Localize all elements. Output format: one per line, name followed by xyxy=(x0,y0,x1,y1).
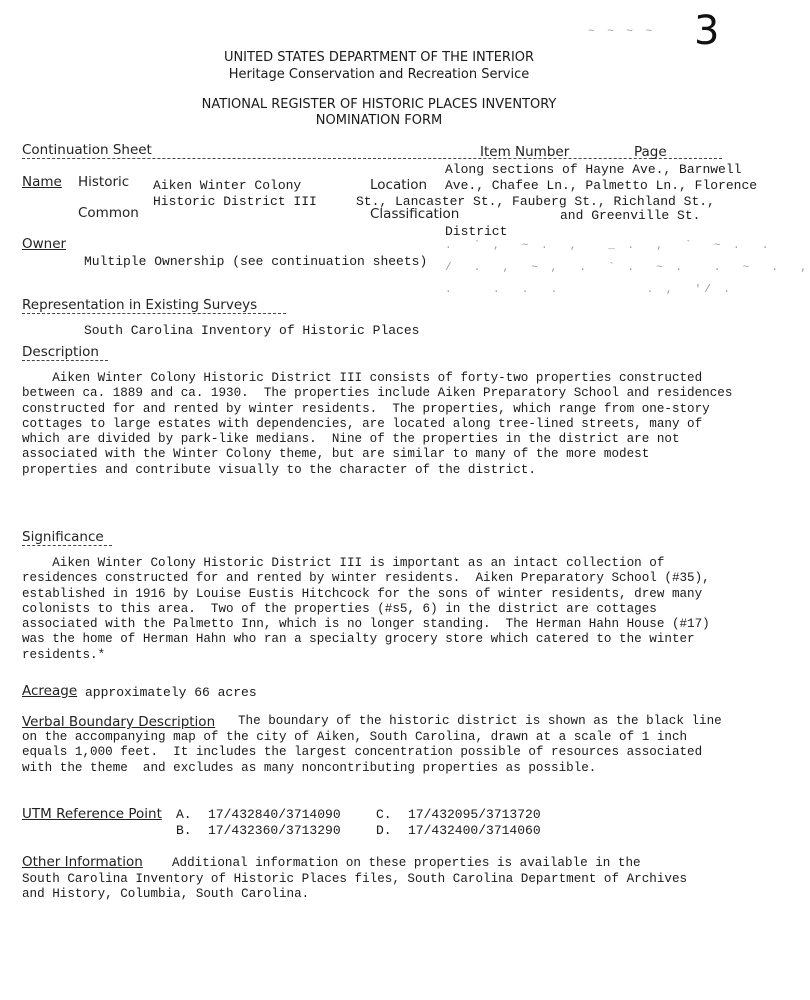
utm-label: UTM Reference Point xyxy=(22,806,162,822)
description-rule xyxy=(22,360,108,361)
other-info-line-1: Additional information on these properties is available in the xyxy=(172,856,641,870)
historic-name-line2: Historic District III xyxy=(153,194,317,209)
boundary-line: on the accompanying map of the city of Aiken, South Carolina, drawn at a scale of 1 inch xyxy=(22,730,688,744)
faded-text-3: . . . . . , '/ . xyxy=(445,284,734,296)
continuation-sheet-label: Continuation Sheet xyxy=(22,142,152,158)
significance-line: residents.* xyxy=(22,647,106,662)
description-line: constructed for and rented by winter residents. The properties, which range from one-story xyxy=(22,401,710,416)
utm-b-label: B. xyxy=(176,823,192,838)
acreage-value: approximately 66 acres xyxy=(85,685,257,700)
utm-c-label: C. xyxy=(376,807,392,822)
boundary-text xyxy=(22,730,742,776)
other-info-text xyxy=(22,872,742,903)
description-text xyxy=(22,371,742,478)
description-line: cottages to large estates with dependencies, are located along tree-lined streets, many of xyxy=(22,416,703,431)
historic-label: Historic xyxy=(78,174,130,190)
owner-label: Owner xyxy=(22,236,67,252)
significance-label: Significance xyxy=(22,529,104,545)
representation-rule xyxy=(22,313,286,314)
page-number: 3 xyxy=(694,8,720,54)
form-title: NATIONAL REGISTER OF HISTORIC PLACES INVENTORY xyxy=(201,97,557,112)
district-label: District xyxy=(445,224,508,239)
significance-text xyxy=(22,556,742,663)
description-line: which are divided by park-like medians. Nine of the properties in the district are not xyxy=(22,432,680,447)
utm-d-label: D. xyxy=(376,823,392,838)
page-label: Page xyxy=(634,144,667,160)
faded-text-2: / . , ~ , . ` . ~ . . ~ . , xyxy=(445,262,810,274)
boundary-line: equals 1,000 feet. It includes the largest concentration possible of resources associated xyxy=(22,745,703,760)
item-number-label: Item Number xyxy=(480,144,570,160)
significance-line: was the home of Herman Hahn who ran a specialty grocery store which catered to the winter xyxy=(22,632,695,647)
name-label: Name xyxy=(22,174,62,190)
acreage-label: Acreage xyxy=(22,683,78,699)
classification-label: Classification xyxy=(370,206,460,222)
common-label: Common xyxy=(78,205,139,221)
other-info-line: and History, Columbia, South Carolina. xyxy=(22,887,310,902)
significance-line: residences constructed for and rented by winter residents. Aiken Preparatory School (#35), xyxy=(22,571,710,586)
significance-line: established in 1916 by Louise Eustis Hitchcock for the sons of winter residents, drew many xyxy=(22,586,703,601)
significance-rule xyxy=(22,545,112,546)
description-line: Aiken Winter Colony Historic District III consists of forty-two properties constructed xyxy=(22,371,703,385)
corner-mark: ~ ~ ~ ~ xyxy=(588,26,656,38)
location-line-1: Along sections of Hayne Ave., Barnwell xyxy=(445,162,742,177)
form-subtitle: NOMINATION FORM xyxy=(315,113,443,128)
utm-a-value: 17/432840/3714090 xyxy=(208,807,341,822)
service-heading: Heritage Conservation and Recreation Service xyxy=(228,67,530,82)
utm-c-value: 17/432095/3713720 xyxy=(408,807,541,822)
description-line: between ca. 1889 and ca. 1930. The properties include Aiken Preparatory School and residences xyxy=(22,386,733,401)
location-line-3: St., Lancaster St., Fauberg St., Richland St., xyxy=(356,194,715,209)
location-line-2: Ave., Chafee Ln., Palmetto Ln., Florence xyxy=(445,178,758,193)
verbal-boundary-label: Verbal Boundary Description xyxy=(22,714,216,730)
significance-line: associated with the Palmetto Inn, which is no longer standing. The Herman Hahn House (#17) xyxy=(22,617,710,632)
boundary-line-1: The boundary of the historic district is shown as the black line xyxy=(238,714,722,728)
continuation-rule xyxy=(22,158,722,159)
owner-text: Multiple Ownership (see continuation sheets) xyxy=(84,254,428,269)
representation-text: South Carolina Inventory of Historic Places xyxy=(84,323,420,338)
faded-text-1: . ` , ~ . , _ . , ` ~ . . xyxy=(445,240,772,252)
utm-a-label: A. xyxy=(176,807,192,822)
other-info-line: South Carolina Inventory of Historic Places files, South Carolina Department of Archives xyxy=(22,872,688,886)
location-line-4: and Greenville St. xyxy=(560,208,701,223)
other-information-label: Other Information xyxy=(22,854,143,870)
historic-name-line1: Aiken Winter Colony xyxy=(153,178,302,193)
description-label: Description xyxy=(22,344,99,360)
significance-line: colonists to this area. Two of the properties (#s5, 6) in the district are cottages xyxy=(22,601,657,616)
department-heading: UNITED STATES DEPARTMENT OF THE INTERIOR xyxy=(223,50,535,65)
utm-d-value: 17/432400/3714060 xyxy=(408,823,541,838)
location-label: Location xyxy=(370,177,428,193)
boundary-line: with the theme and excludes as many noncontributing properties as possible. xyxy=(22,760,597,775)
utm-b-value: 17/432360/3713290 xyxy=(208,823,341,838)
significance-line: Aiken Winter Colony Historic District III is important as an intact collection of xyxy=(22,556,665,570)
representation-label: Representation in Existing Surveys xyxy=(22,297,258,313)
description-line: properties and contribute visually to the character of the district. xyxy=(22,462,536,477)
description-line: associated with the Winter Colony theme, but are similar to many of the more modest xyxy=(22,447,650,462)
